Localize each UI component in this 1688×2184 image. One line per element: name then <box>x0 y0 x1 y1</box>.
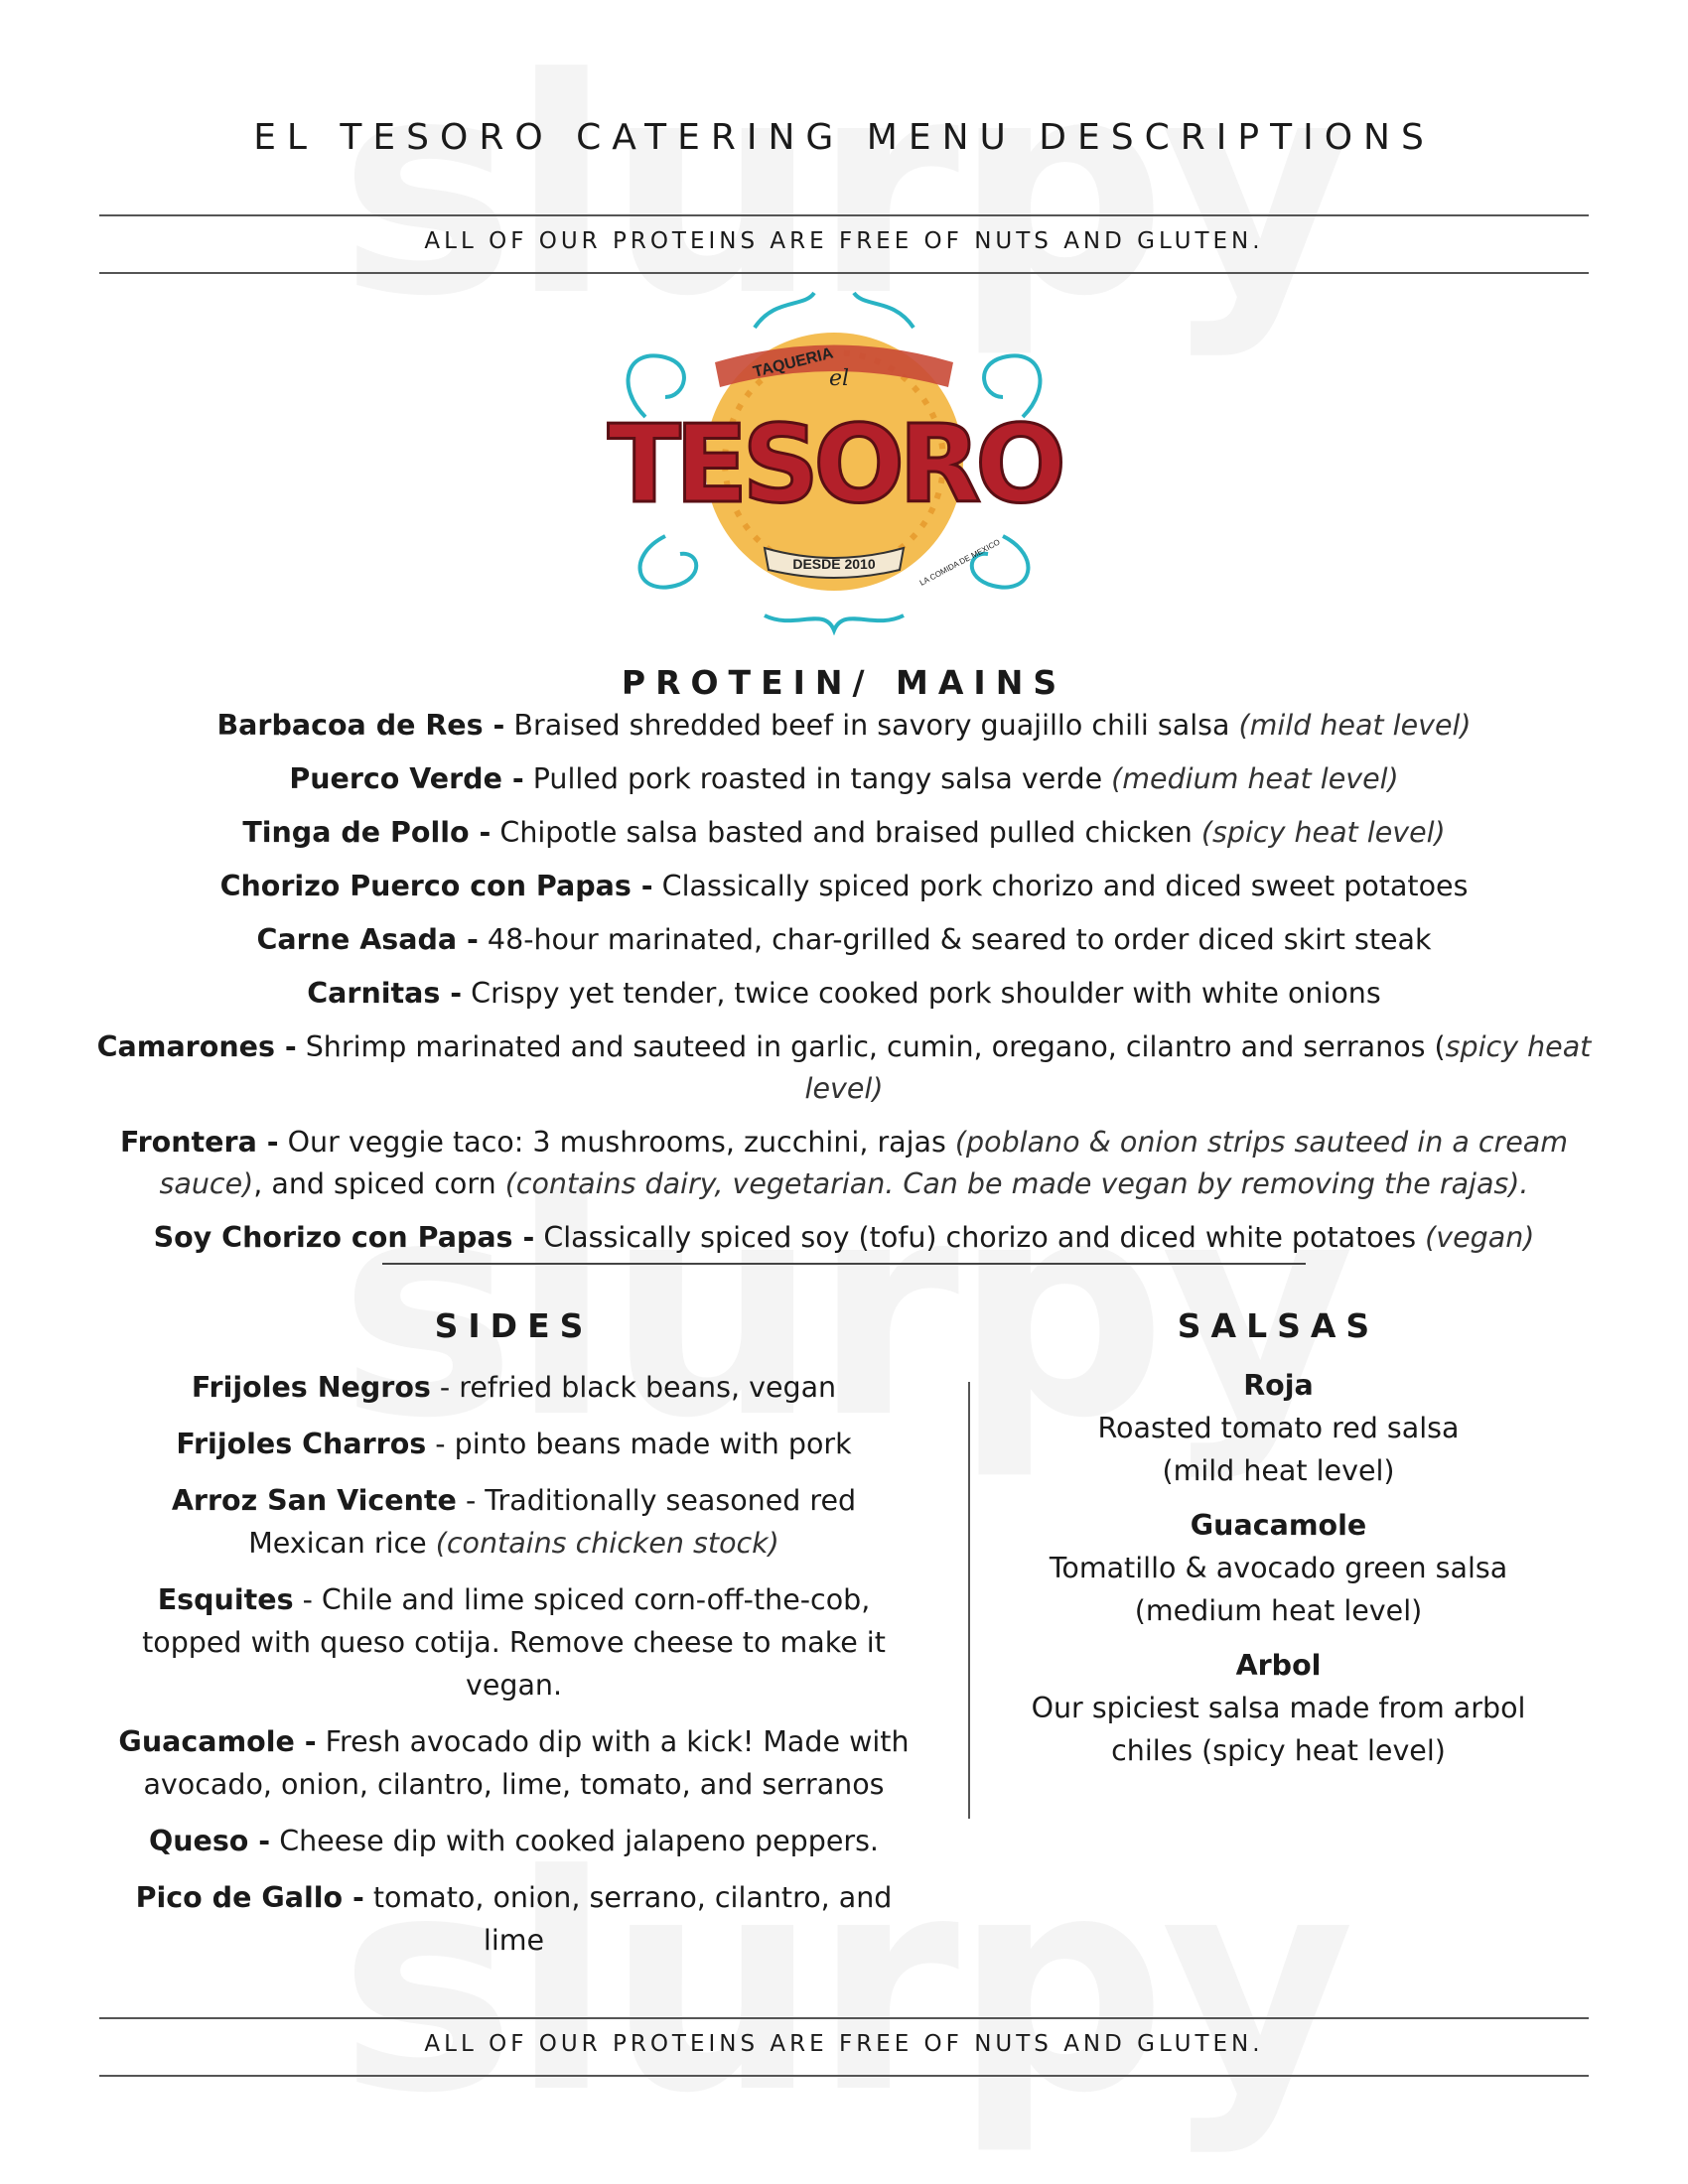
salsa-name: Arbol <box>1235 1649 1322 1682</box>
item-description: - pinto beans made with pork <box>426 1428 852 1460</box>
side-item <box>109 1820 918 1862</box>
salsa-item <box>1008 1644 1549 1772</box>
sides-heading: SIDES <box>434 1306 594 1345</box>
item-name: Chorizo Puerco con Papas - <box>219 870 653 902</box>
main-item <box>89 973 1599 1015</box>
salsa-description: Roasted tomato red salsa <box>1097 1412 1460 1444</box>
allergen-notice-top: ALL OF OUR PROTEINS ARE FREE OF NUTS AND GLUTEN. <box>424 228 1264 254</box>
item-name: Arroz San Vicente <box>171 1484 457 1517</box>
item-description: Fresh avocado dip with a kick! Made with avocado, onion, cilantro, lime, tomato, and serranos <box>143 1725 910 1801</box>
item-note: (mild heat level) <box>1238 709 1472 742</box>
el-tesoro-logo <box>606 288 1062 635</box>
column-divider <box>968 1382 970 1819</box>
item-name: Esquites <box>157 1583 294 1616</box>
main-item <box>89 866 1599 907</box>
item-name: Camarones - <box>96 1030 297 1063</box>
salsa-heat: chiles (spicy heat level) <box>1111 1734 1446 1767</box>
salsa-description: Tomatillo & avocado green salsa <box>1049 1552 1508 1584</box>
item-name: Queso - <box>148 1825 271 1857</box>
side-item <box>109 1876 918 1962</box>
item-description: - Chile and lime spiced corn-off-the-cob, topped with queso cotija. Remove cheese to make it vegan. <box>142 1583 886 1702</box>
item-description: Classically spiced soy (tofu) chorizo and diced white potatoes <box>534 1221 1426 1254</box>
logo-wordmark: TESORO <box>607 403 1061 527</box>
item-description: Our veggie taco: 3 mushrooms, zucchini, rajas <box>278 1126 955 1159</box>
logo-tagline: LA COMIDA DE MEXICO <box>917 537 1002 588</box>
item-name: Frontera - <box>119 1126 279 1159</box>
divider <box>382 1263 1306 1265</box>
item-note: (medium heat level) <box>1111 762 1399 795</box>
side-item <box>109 1423 918 1465</box>
item-note: (contains dairy, vegetarian. Can be made vegan by removing the rajas). <box>504 1167 1529 1200</box>
salsa-item <box>1008 1504 1549 1632</box>
salsa-name: Guacamole <box>1190 1509 1367 1542</box>
item-name: Pico de Gallo - <box>135 1881 364 1914</box>
salsa-heat: (mild heat level) <box>1162 1454 1395 1487</box>
item-note: (vegan) <box>1425 1221 1535 1254</box>
item-description: Braised shredded beef in savory guajillo chili salsa <box>504 709 1239 742</box>
item-description: Shrimp marinated and sauteed in garlic, cumin, oregano, cilantro and serranos ( <box>296 1030 1446 1063</box>
item-description: , and spiced corn <box>253 1167 505 1200</box>
mains-list <box>89 705 1599 1271</box>
logo-taqueria: TAQUERIA <box>751 344 835 381</box>
side-item <box>109 1720 918 1806</box>
item-name: Carnitas - <box>307 977 463 1010</box>
item-name: Frijoles Charros <box>176 1428 427 1460</box>
main-item <box>89 1122 1599 1205</box>
side-item <box>109 1366 918 1409</box>
item-name: Frijoles Negros <box>191 1371 431 1404</box>
logo-script: el <box>829 366 850 391</box>
side-item <box>109 1479 918 1565</box>
item-name: Guacamole - <box>118 1725 317 1758</box>
main-item <box>89 812 1599 854</box>
item-description: - Traditionally seasoned red Mexican rice <box>248 1484 857 1560</box>
divider <box>99 2075 1589 2077</box>
salsa-description: Our spiciest salsa made from arbol <box>1031 1692 1526 1724</box>
salsas-heading: SALSAS <box>1177 1306 1380 1345</box>
main-item <box>89 705 1599 747</box>
sides-list <box>109 1366 918 1976</box>
item-description: Pulled pork roasted in tangy salsa verde <box>523 762 1112 795</box>
main-item <box>89 1026 1599 1110</box>
main-item <box>89 1217 1599 1259</box>
item-name: Carne Asada - <box>256 923 479 956</box>
item-description: 48-hour marinated, char-grilled & seared to order diced skirt steak <box>478 923 1432 956</box>
divider <box>99 214 1589 216</box>
item-name: Soy Chorizo con Papas - <box>153 1221 535 1254</box>
item-name: Tinga de Pollo - <box>242 816 492 849</box>
item-name: Barbacoa de Res - <box>216 709 505 742</box>
item-description: Cheese dip with cooked jalapeno peppers. <box>270 1825 879 1857</box>
item-note: spicy heat level) <box>804 1030 1592 1105</box>
salsa-item <box>1008 1364 1549 1492</box>
item-description: Crispy yet tender, twice cooked pork shoulder with white onions <box>462 977 1381 1010</box>
item-description: Classically spiced pork chorizo and diced sweet potatoes <box>652 870 1469 902</box>
page-title: EL TESORO CATERING MENU DESCRIPTIONS <box>253 117 1435 158</box>
allergen-notice-bottom: ALL OF OUR PROTEINS ARE FREE OF NUTS AND GLUTEN. <box>424 2031 1264 2057</box>
logo-ribbon-text: DESDE 2010 <box>792 556 876 572</box>
item-description: tomato, onion, serrano, cilantro, and lime <box>363 1881 893 1957</box>
divider <box>99 2017 1589 2019</box>
item-description: Chipotle salsa basted and braised pulled chicken <box>491 816 1201 849</box>
item-description: - refried black beans, vegan <box>430 1371 837 1404</box>
main-item <box>89 919 1599 961</box>
salsas-list <box>1008 1364 1549 1784</box>
salsa-name: Roja <box>1243 1369 1314 1402</box>
item-note: (poblano & onion strips sauteed in a cream sauce) <box>159 1126 1568 1200</box>
main-item <box>89 758 1599 800</box>
salsa-heat: (medium heat level) <box>1134 1594 1423 1627</box>
item-note: (contains chicken stock) <box>435 1527 779 1560</box>
mains-heading: PROTEIN/ MAINS <box>621 663 1067 702</box>
item-note: (spicy heat level) <box>1200 816 1446 849</box>
divider <box>99 272 1589 274</box>
side-item <box>109 1578 918 1706</box>
item-name: Puerco Verde - <box>289 762 524 795</box>
